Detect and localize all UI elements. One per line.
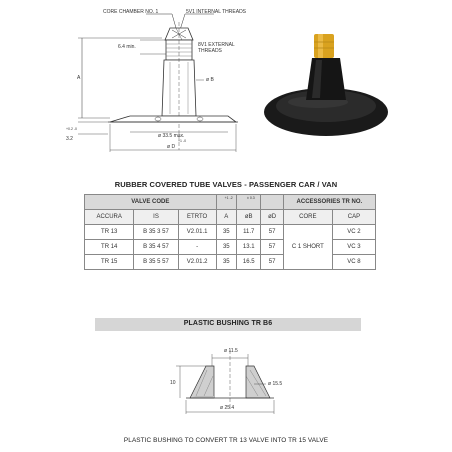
d-cell: 57	[261, 225, 283, 240]
dimension-d-label: ø D	[167, 144, 176, 150]
dimension-d-tolerance: +1 -0	[178, 139, 187, 143]
b-column-header	[237, 195, 261, 210]
is-cell: B 35 5 57	[134, 255, 178, 270]
etrto-cell: -	[178, 240, 216, 255]
core-chamber-label: CORE CHAMBER NO. 1	[103, 9, 159, 15]
table-row	[85, 240, 376, 255]
b-cell: 16.5	[237, 255, 261, 270]
d-subheader: øD	[261, 210, 283, 225]
is-subheader: IS	[134, 210, 178, 225]
etrto-cell: V2.01.2	[178, 255, 216, 270]
d-cell: 57	[261, 255, 283, 270]
b-subheader: øB	[237, 210, 261, 225]
b-cell: 13.1	[237, 240, 261, 255]
core-cell: C 1 SHORT	[283, 225, 332, 270]
cap-cell: VC 8	[332, 255, 375, 270]
accura-cell: TR 14	[85, 240, 134, 255]
min-dimension-label: 6.4 min.	[118, 44, 136, 50]
d-cell: 57	[261, 240, 283, 255]
bushing-top-dimension: ø 11.5	[224, 348, 238, 354]
dimension-b-label: ø B	[206, 77, 214, 83]
accessories-header: ACCESSORIES TR NO.	[283, 195, 375, 210]
thickness-tolerance: +0.2 -0	[66, 127, 77, 131]
accura-subheader: ACCURA	[85, 210, 134, 225]
d-column-header-blank	[261, 195, 283, 210]
a-cell: 35	[216, 255, 236, 270]
bushing-side-dimension: ø 15.5	[268, 381, 283, 387]
is-cell: B 35 3 57	[134, 225, 178, 240]
a-cell: 35	[216, 225, 236, 240]
core-subheader: CORE	[283, 210, 332, 225]
base-diameter-label: ø 33.5 max.	[158, 133, 185, 139]
bushing-title: PLASTIC BUSHING TR B6	[183, 320, 273, 327]
table-row	[85, 225, 376, 240]
bushing-height-dimension: 10	[170, 380, 176, 386]
accura-cell: TR 15	[85, 255, 134, 270]
table-title: RUBBER COVERED TUBE VALVES - PASSENGER CAR / VAN	[114, 180, 338, 189]
is-cell: B 35 4 57	[134, 240, 178, 255]
cap-cell: VC 3	[332, 240, 375, 255]
internal-threads-label: 5V1 INTERNAL THREADS	[186, 9, 247, 15]
accura-cell: TR 13	[85, 225, 134, 240]
cap-subheader: CAP	[332, 210, 375, 225]
a-subheader: A	[216, 210, 236, 225]
etrto-cell: V2.01.1	[178, 225, 216, 240]
valve-technical-drawing	[0, 0, 452, 170]
a-column-header	[216, 195, 236, 210]
cap-cell: VC 2	[332, 225, 375, 240]
a-cell: 35	[216, 240, 236, 255]
bushing-caption: PLASTIC BUSHING TO CONVERT TR 13 VALVE INTO TR 15 VALVE	[123, 437, 329, 444]
b-tolerance: ± 0.3	[247, 196, 255, 200]
b-cell: 11.7	[237, 225, 261, 240]
thickness-label: 3.2	[66, 136, 73, 142]
table-row	[85, 255, 376, 270]
dimension-a-label: A	[77, 75, 81, 81]
valve-code-header: VALVE CODE	[85, 195, 217, 210]
bushing-base-dimension: ø 25.4	[220, 405, 235, 411]
etrto-subheader: ETRTO	[178, 210, 216, 225]
valve-spec-table	[84, 194, 376, 270]
a-tolerance: +1 -2	[224, 196, 233, 200]
external-threads-label: 8V1 EXTERNAL THREADS	[198, 42, 235, 54]
